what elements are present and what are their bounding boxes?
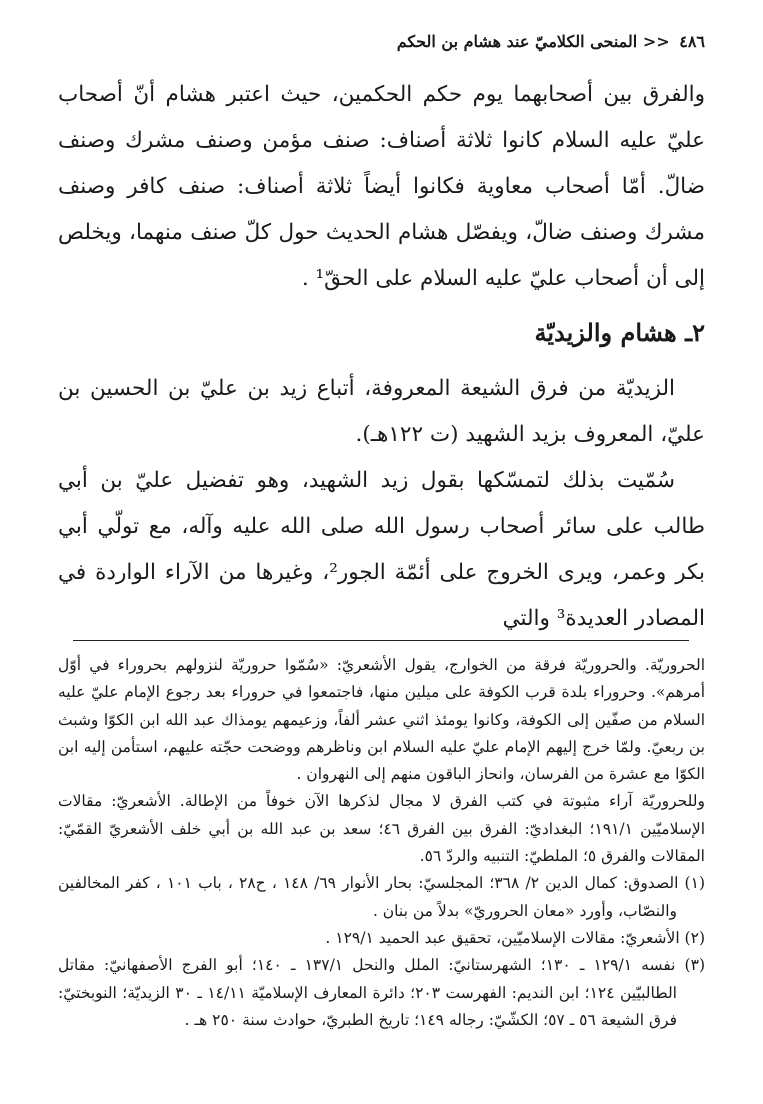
footnote-continuation: الحروريّة. والحروريّة فرقة من الخوارج، يقول الأشعريّ: «سُمّوا حروريّة لنزولهم بحروراء في أوّل أمرهم». وحروراء بلدة قرب الكوفة على ميلين منها، فاجتمعوا في حروراء بعد رجوع الإمام عليّ عليه السلام من صفّين إلى الكوفة، وكانوا يومئذ اثني عشر ألفاً، وزعيمهم يومذاك عبد الله ابن الكوّا وشبث بن ربعيّ. ولمّا خرج إليهم الإمام عليّ عليه السلام ابن وناظرهم ووضحت حجّته عليهم، استأمن إليه ابن الكوّا مع عشرة من الفرسان، وانحاز الباقون منهم إلى النهروان . [58, 656, 705, 784]
footnote-divider [73, 640, 689, 641]
footnote-continuation: وللحروريّة آراء مثبوتة في كتب الفرق لا مجال لذكرها الآن خوفاً من الإطالة. الأشعريّ: مقالات الإسلاميّين ١٩١/١؛ البغداديّ: الفرق بين الفرق ٤٦؛ سعد بن عبد الله بن أبي خلف الأشعريّ القمّيّ: المقالات والفرق ٥؛ الملطيّ: التنبيه والردّ ٥٦. [58, 792, 705, 866]
running-header [58, 32, 705, 51]
body-paragraph: الزيديّة من فرق الشيعة المعروفة، أتباع زيد بن عليّ بن الحسين بن عليّ، المعروف بزيد الشهيد (ت ١٢٢هـ). [58, 376, 705, 447]
page-number: ٤٨٦ [679, 32, 705, 51]
footnote-item: (٢) الأشعريّ: مقالات الإسلاميّين، تحقيق عبد الحميد ١٢٩/١ . [325, 928, 705, 947]
footnote-item: (٣) نفسه ١٢٩/١ ـ ١٣٠؛ الشهرستانيّ: الملل والنحل ١٣٧/١ ـ ١٤٠؛ أبو الفرج الأصفهانيّ: مقاتل الطالبيّين ١٢٤؛ ابن النديم: الفهرست ٢٠٣؛ دائرة المعارف الإسلاميّة ١٤/١١ ـ ٣٠ الزيديّة؛ النوبختيّ: فرق الشيعة ٥٦ ـ ٥٧؛ الكشّيّ: رجاله ١٤٩؛ تاريخ الطبريّ، حوادث سنة ٢٥٠ هـ . [58, 956, 705, 1029]
section-heading: ٢ـ هشام والزيديّة [534, 318, 705, 347]
footnote-item: (١) الصدوق: كمال الدين ٢/ ٣٦٨؛ المجلسيّ: بحار الأنوار ٦٩/ ١٤٨ ، ح٢٨ ، باب ١٠١ ، كفر المخالفين والنصّاب، وأورد «معان الحروريّ» بدلاً من بنان . [58, 874, 705, 920]
section-two-text [58, 366, 705, 642]
header-title: المنحى الكلاميّ عند هشام بن الحكم [396, 32, 638, 51]
footnotes [58, 652, 705, 1034]
body-paragraph: سُمّيت بذلك لتمسّكها بقول زيد الشهيد، وهو تفضيل عليّ بن أبي طالب على سائر أصحاب رسول الله صلى الله عليه وآله، مع تولّي أبي بكر وعمر، ويرى الخروج على أئمّة الجور²، وغيرها من الآراء الواردة في المصادر العديدة³ والتي [58, 468, 705, 631]
body-paragraph: والفرق بين أصحابهما يوم حكم الحكمين، حيث اعتبر هشام أنّ أصحاب عليّ عليه السلام كانوا ثلاثة أصناف: صنف مؤمن وصنف مشرك وصنف ضالّ. أمّا أصحاب معاوية فكانوا أيضاً ثلاثة أصناف: صنف كافر وصنف مشرك وصنف ضالّ، ويفصّل هشام الحديث حول كلّ صنف منهما، ويخلص إلى أن أصحاب عليّ عليه السلام على الحقّ¹ . [58, 82, 705, 291]
section-one-text [58, 72, 705, 302]
header-ornament: << [642, 32, 670, 51]
